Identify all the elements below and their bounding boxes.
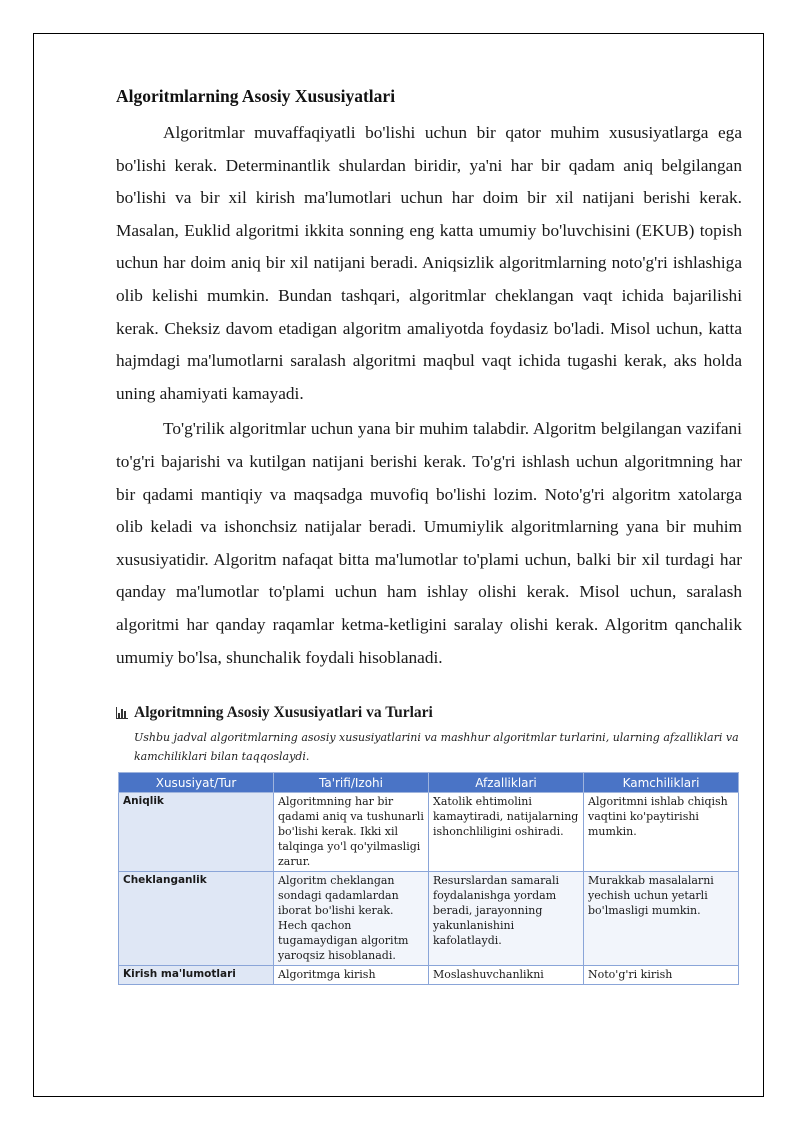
column-header: Xususiyat/Tur bbox=[119, 773, 274, 793]
column-header: Ta'rifi/Izohi bbox=[274, 773, 429, 793]
table-description: Ushbu jadval algoritmlarning asosiy xususiyatlarini va mashhur algoritmlar turlarini, ularning afzalliklari va kamchiliklari bilan taqqoslaydi. bbox=[134, 731, 739, 764]
table-title: Algoritmning Asosiy Xususiyatlari va Turlari bbox=[134, 704, 433, 722]
table-cell: Algoritmga kirish bbox=[274, 966, 429, 985]
table-row bbox=[119, 793, 739, 872]
table-cell: Algoritmning har bir qadami aniq va tushunarli bo'lishi kerak. Ikki xil talqinga yo'l qo'yilmasligi zarur. bbox=[274, 793, 429, 872]
table-cell: Resurslardan samarali foydalanishga yordam beradi, jarayonning yakunlanishini kafolatlaydi. bbox=[429, 872, 584, 966]
properties-table bbox=[118, 772, 739, 985]
table-cell: Kirish ma'lumotlari bbox=[119, 966, 274, 985]
paragraph-1: Algoritmlar muvaffaqiyatli bo'lishi uchun bir qator muhim xususiyatlarga ega bo'lishi kerak. Determinantlik shulardan biridir, ya'ni har bir qadam aniq belgilangan bo'lishi va bir xil kirish ma'lumotlari uchun har doim bir xil natijani berishi kerak. Masalan, Euklid algoritmi ikkita sonning eng katta umumiy bo'luvchisini (EKUB) topish uchun har doim aniq bir xil natijani beradi. Aniqsizlik algoritmlarning noto'g'ri ishlashiga olib kelishi mumkin. Bundan tashqari, algoritmlar cheklangan vaqt ichida bajarilishi kerak. Cheksiz davom etadigan algoritm amaliyotda foydasiz bo'ladi. Misol uchun, katta hajmdagi ma'lumotlarni saralash algoritmi maqbul vaqt ichida tugashi kerak, aks holda uning ahamiyati kamayadi. bbox=[116, 123, 742, 403]
table-row bbox=[119, 966, 739, 985]
column-header: Kamchiliklari bbox=[584, 773, 739, 793]
table-cell: Xatolik ehtimolini kamaytiradi, natijalarning ishonchliligini oshiradi. bbox=[429, 793, 584, 872]
bar-chart-icon bbox=[116, 707, 128, 719]
paragraph-2: To'g'rilik algoritmlar uchun yana bir muhim talabdir. Algoritm belgilangan vazifani to'g'ri bajarishi va kutilgan natijani berishi kerak. To'g'ri ishlash uchun algoritmning har bir qadami mantiqiy va maqsadga muvofiq bo'lishi lozim. Noto'g'ri algoritm xatolarga olib keladi va ishonchsiz natijalar beradi. Umumiylik algoritmlarning yana bir muhim xususiyatidir. Algoritm nafaqat bitta ma'lumotlar to'plami uchun, balki bir xil turdagi har qanday ma'lumotlar to'plami uchun ham ishlay olishi kerak. Misol uchun, saralash algoritmi har qanday raqamlar ketma-ketligini saralay olishi kerak. Algoritm qanchalik umumiy bo'lsa, shunchalik foydali hisoblanadi. bbox=[116, 419, 742, 667]
table-cell: Algoritm cheklangan sondagi qadamlardan iborat bo'lishi kerak. Hech qachon tugamaydigan algoritm yaroqsiz hisoblanadi. bbox=[274, 872, 429, 966]
table-caption bbox=[116, 704, 742, 722]
table-cell: Moslashuvchanlikni bbox=[429, 966, 584, 985]
table-cell: Aniqlik bbox=[119, 793, 274, 872]
section-heading: Algoritmlarning Asosiy Xususiyatlari bbox=[116, 86, 396, 106]
table-header-row bbox=[119, 773, 739, 793]
table-cell: Cheklanganlik bbox=[119, 872, 274, 966]
table-cell: Murakkab masalalarni yechish uchun yetarli bo'lmasligi mumkin. bbox=[584, 872, 739, 966]
table-cell: Noto'g'ri kirish bbox=[584, 966, 739, 985]
table-cell: Algoritmni ishlab chiqish vaqtini ko'paytirishi mumkin. bbox=[584, 793, 739, 872]
table-row bbox=[119, 872, 739, 966]
document-body bbox=[116, 86, 742, 985]
column-header: Afzalliklari bbox=[429, 773, 584, 793]
